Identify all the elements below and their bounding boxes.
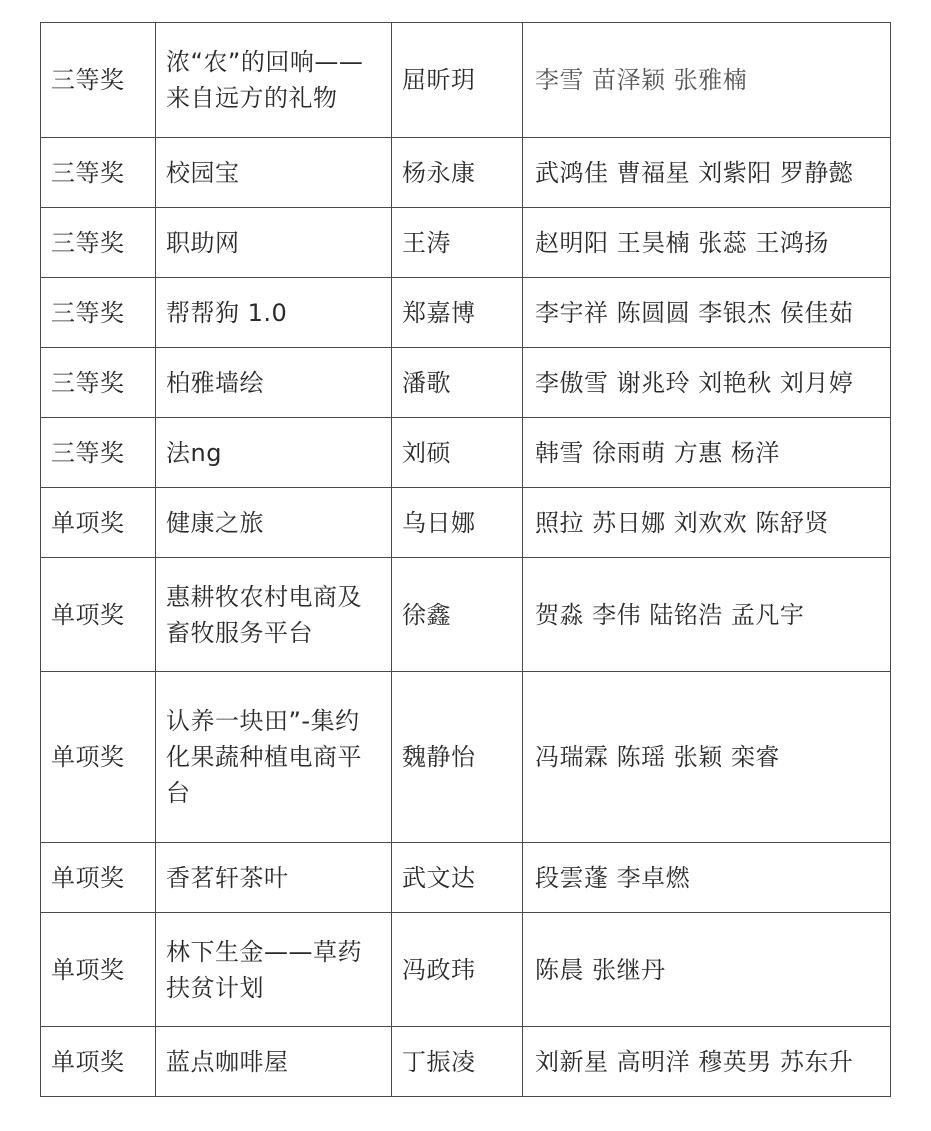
table-row	[41, 913, 891, 1027]
members-cell: 李宇祥 陈圆圆 李银杰 侯佳茹	[523, 278, 891, 348]
leader-cell: 魏静怡	[392, 672, 523, 843]
table-row	[41, 348, 891, 418]
members-cell: 韩雪 徐雨萌 方惠 杨洋	[523, 418, 891, 488]
project-cell: 浓“农”的回响——来自远方的礼物	[156, 23, 392, 138]
project-cell: 帮帮狗 1.0	[156, 278, 392, 348]
members-cell: 李傲雪 谢兆玲 刘艳秋 刘月婷	[523, 348, 891, 418]
table-row	[41, 1027, 891, 1097]
members-cell: 冯瑞霖 陈瑶 张颖 栾睿	[523, 672, 891, 843]
award-cell: 单项奖	[41, 913, 156, 1027]
members-cell: 武鸿佳 曹福星 刘紫阳 罗静懿	[523, 138, 891, 208]
award-cell: 单项奖	[41, 1027, 156, 1097]
members-cell: 照拉 苏日娜 刘欢欢 陈舒贤	[523, 488, 891, 558]
members-cell: 刘新星 高明洋 穆英男 苏东升	[523, 1027, 891, 1097]
award-cell: 三等奖	[41, 418, 156, 488]
award-cell: 单项奖	[41, 488, 156, 558]
members-cell: 赵明阳 王昊楠 张蕊 王鸿扬	[523, 208, 891, 278]
leader-cell: 杨永康	[392, 138, 523, 208]
table-row	[41, 138, 891, 208]
award-cell: 单项奖	[41, 558, 156, 672]
award-cell: 三等奖	[41, 138, 156, 208]
table-row	[41, 418, 891, 488]
leader-cell: 丁振凌	[392, 1027, 523, 1097]
table-row	[41, 208, 891, 278]
award-cell: 三等奖	[41, 208, 156, 278]
leader-cell: 潘歌	[392, 348, 523, 418]
project-cell: 林下生金——草药扶贫计划	[156, 913, 392, 1027]
table-row	[41, 488, 891, 558]
award-cell: 三等奖	[41, 278, 156, 348]
table-row	[41, 558, 891, 672]
leader-cell: 乌日娜	[392, 488, 523, 558]
table-row	[41, 278, 891, 348]
members-cell: 李雪 苗泽颖 张雅楠	[523, 23, 891, 138]
project-cell: 职助网	[156, 208, 392, 278]
leader-cell: 刘硕	[392, 418, 523, 488]
project-cell: 蓝点咖啡屋	[156, 1027, 392, 1097]
awards-table	[40, 22, 891, 1097]
project-cell: 校园宝	[156, 138, 392, 208]
members-cell: 段雲蓬 李卓燃	[523, 843, 891, 913]
award-cell: 单项奖	[41, 843, 156, 913]
table-row	[41, 843, 891, 913]
project-cell: 认养一块田”-集约化果蔬种植电商平台	[156, 672, 392, 843]
leader-cell: 徐鑫	[392, 558, 523, 672]
project-cell: 健康之旅	[156, 488, 392, 558]
leader-cell: 屈昕玥	[392, 23, 523, 138]
leader-cell: 王涛	[392, 208, 523, 278]
award-cell: 三等奖	[41, 23, 156, 138]
leader-cell: 武文达	[392, 843, 523, 913]
members-cell: 贺淼 李伟 陆铭浩 孟凡宇	[523, 558, 891, 672]
project-cell: 惠耕牧农村电商及畜牧服务平台	[156, 558, 392, 672]
award-cell: 单项奖	[41, 672, 156, 843]
leader-cell: 冯政玮	[392, 913, 523, 1027]
project-cell: 柏雅墙绘	[156, 348, 392, 418]
table-row	[41, 23, 891, 138]
award-cell: 三等奖	[41, 348, 156, 418]
project-cell: 香茗轩茶叶	[156, 843, 392, 913]
project-cell: 法ng	[156, 418, 392, 488]
leader-cell: 郑嘉博	[392, 278, 523, 348]
members-cell: 陈晨 张继丹	[523, 913, 891, 1027]
table-row	[41, 672, 891, 843]
